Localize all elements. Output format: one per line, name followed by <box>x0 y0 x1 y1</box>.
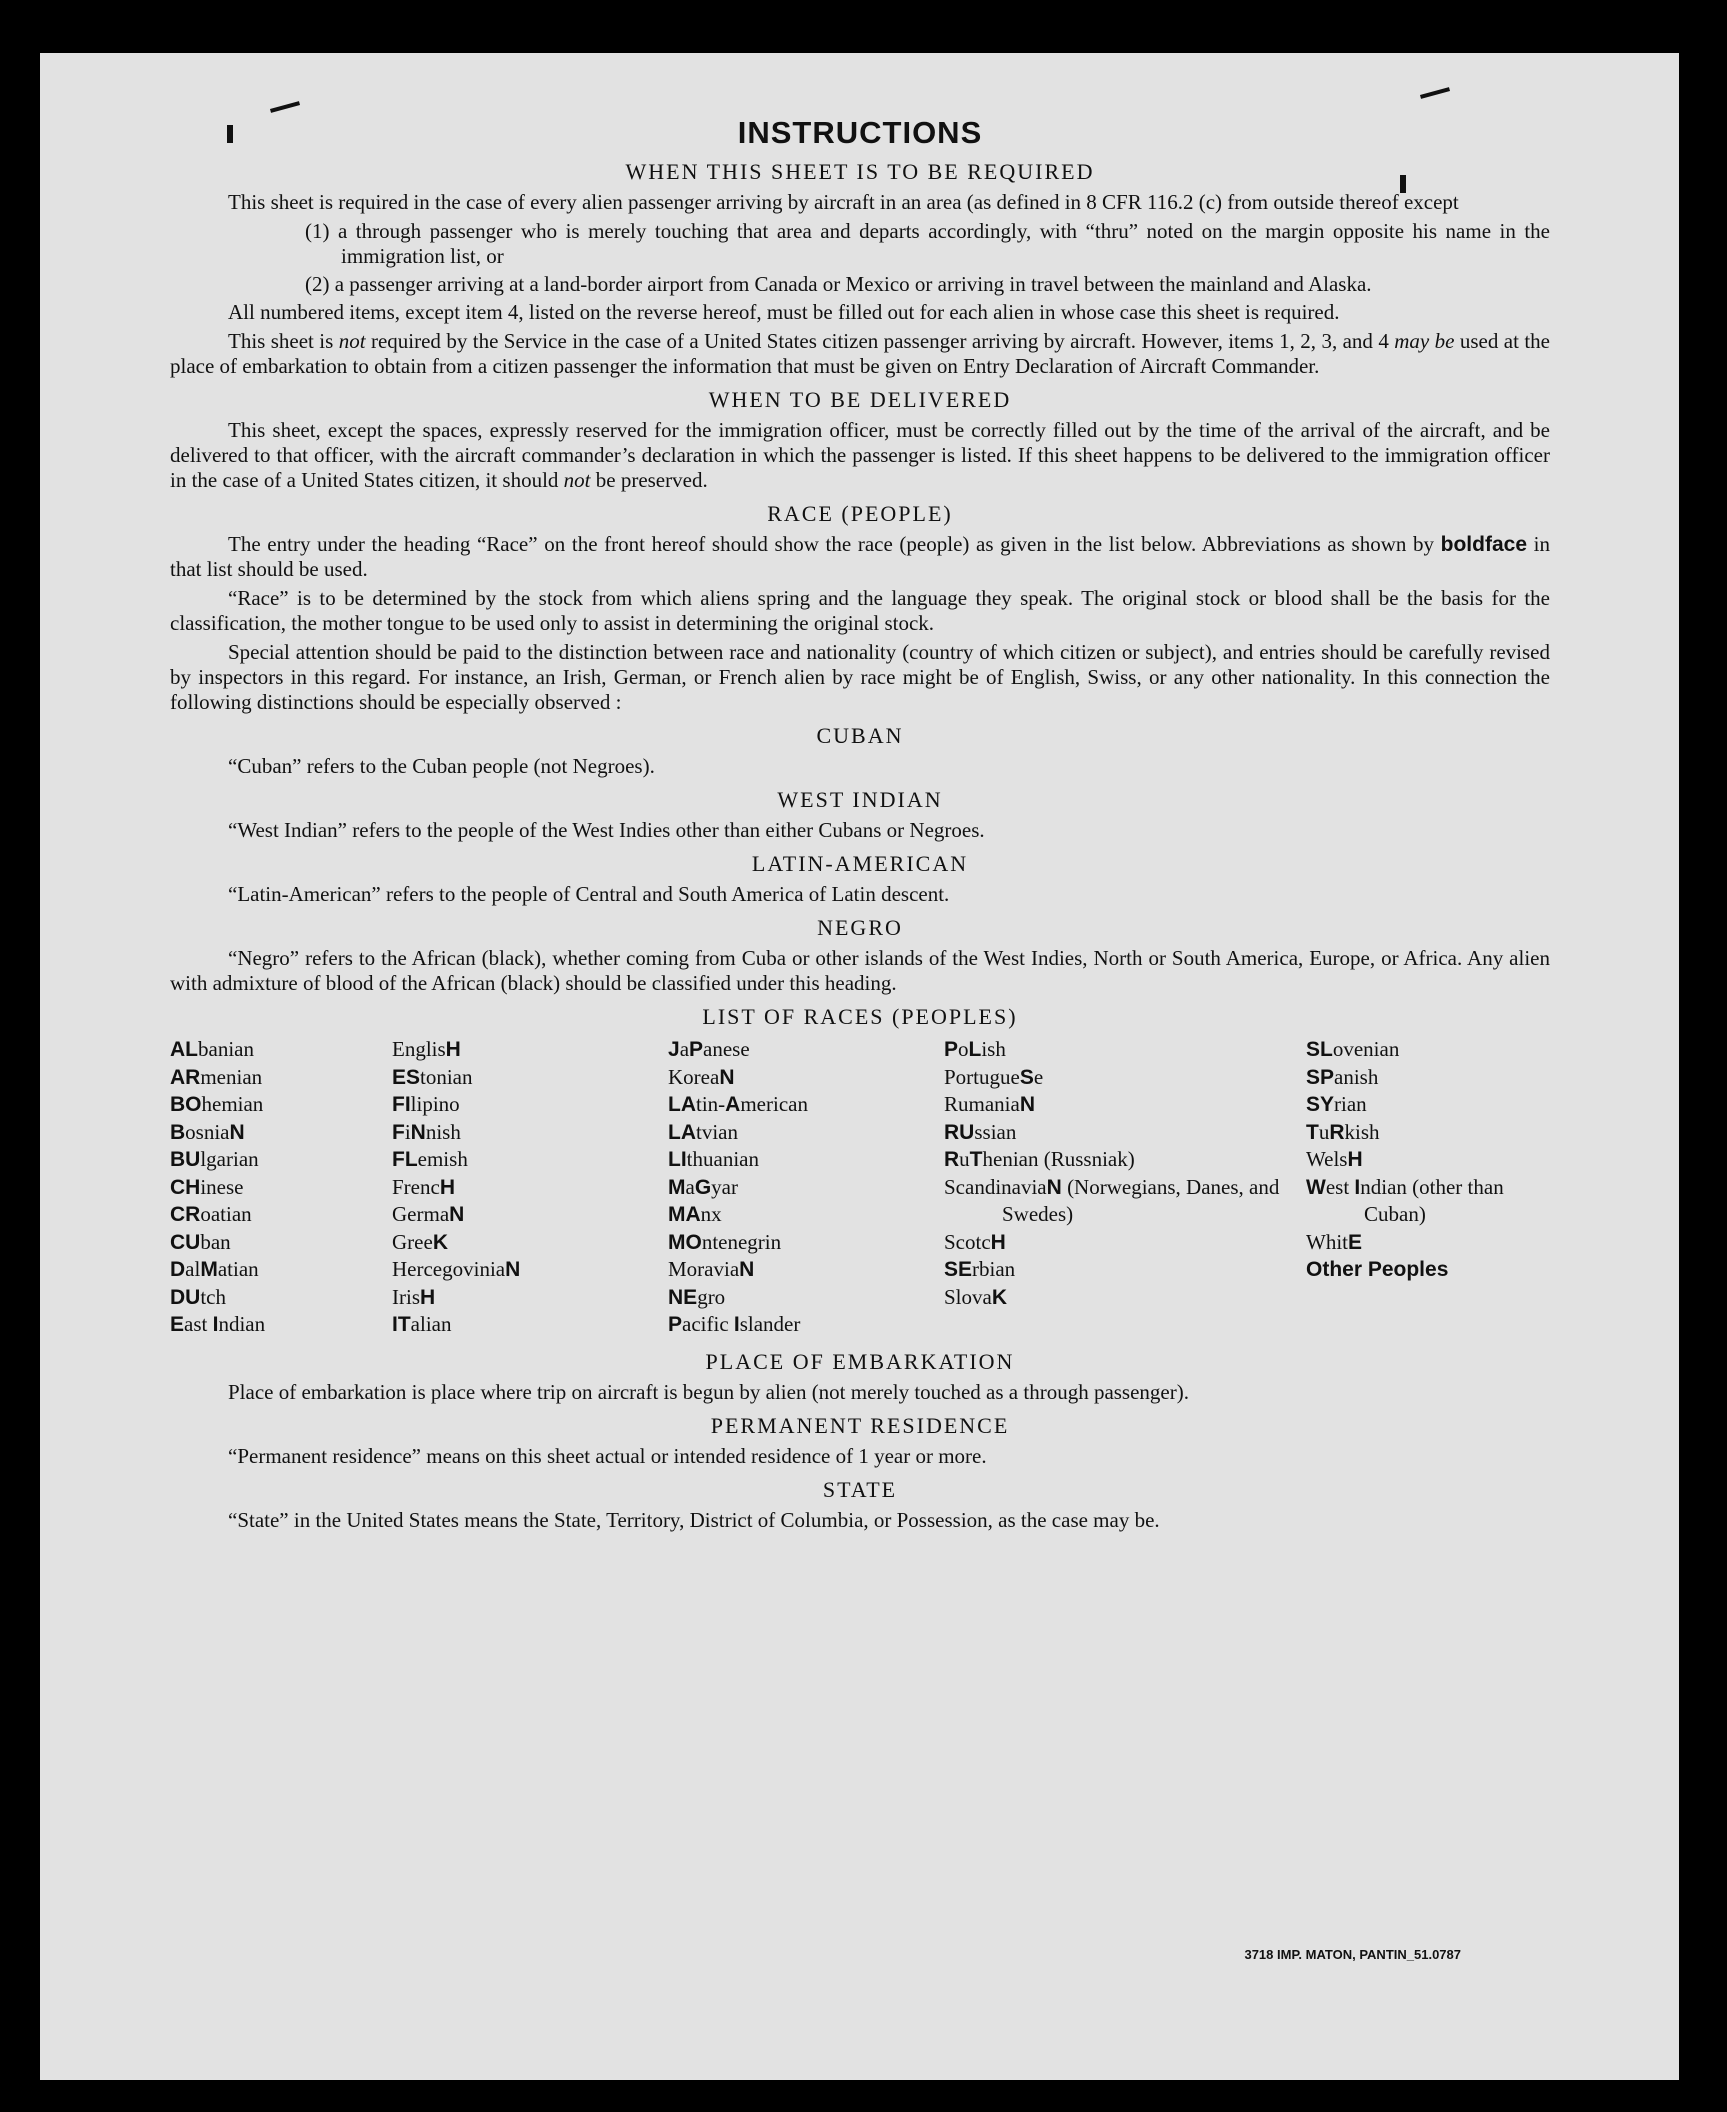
race-entry: CHinese <box>170 1174 244 1199</box>
paragraph: All numbered items, except item 4, listed on the reverse hereof, must be filled out for each alien in whose case this sheet is required. <box>228 300 1340 324</box>
race-entry: DUtch <box>170 1284 226 1309</box>
section-heading: WHEN TO BE DELIVERED <box>708 387 1012 412</box>
race-entry: RUssian <box>944 1119 1017 1144</box>
section-heading: RACE (PEOPLE) <box>767 501 953 526</box>
race-entry: FLemish <box>392 1147 468 1171</box>
race-entry: FrencH <box>392 1174 455 1199</box>
list-item: (2) a passenger arriving at a land-border airport from Canada or Mexico or arriving in travel between the mainland and Alaska. <box>305 272 1372 296</box>
section-heading: CUBAN <box>816 723 904 748</box>
paragraph: “West Indian” refers to the people of the West Indies other than either Cubans or Negroes. <box>228 818 985 842</box>
paragraph: “Permanent residence” means on this sheet actual or intended residence of 1 year or more. <box>228 1443 987 1468</box>
race-column <box>668 1036 944 1339</box>
paragraph: The entry under the heading “Race” on the front hereof should show the race (people) as given in the list below. Abbreviations as shown by boldface in that list should be used. <box>170 532 1550 581</box>
paragraph: This sheet is required in the case of every alien passenger arriving by aircraft in an area (as defined in 8 CFR 116.2 (c) from outside thereof except <box>228 190 1459 214</box>
paragraph: This sheet, except the spaces, expressly reserved for the immigration officer, must be correctly filled out by the time of the arrival of the aircraft, and be delivered to that officer, with the aircraft commander’s declaration in which the passenger is listed. If this sheet happens to be delivered to the immigration officer in the case of a United States citizen, it should not be preserved. <box>170 418 1550 492</box>
race-entry: Pacific Islander <box>668 1312 801 1336</box>
race-entry: SYrian <box>1306 1092 1367 1116</box>
race-entry: GreeK <box>392 1229 448 1254</box>
section-heading: WHEN THIS SHEET IS TO BE REQUIRED <box>625 159 1095 184</box>
race-entry: MAnx <box>668 1202 722 1226</box>
race-entry: SLovenian <box>1306 1037 1400 1061</box>
section-heading: PLACE OF EMBARKATION <box>705 1348 1015 1374</box>
race-entry: East Indian <box>170 1312 266 1336</box>
race-entry: TuRkish <box>1306 1119 1380 1144</box>
list-item: (1) a through passenger who is merely touching that area and departs accordingly, with “thru” noted on the margin opposite his name in the immigration list, or <box>305 219 1550 268</box>
printer-imprint: 3718 IMP. MATON, PANTIN_51.0787 <box>1244 1947 1461 1962</box>
race-entry: PortugueSe <box>944 1064 1044 1089</box>
race-entry: SPanish <box>1306 1064 1379 1089</box>
race-entry: GermaN <box>392 1202 465 1226</box>
race-entry: SlovaK <box>944 1284 1008 1309</box>
race-list <box>170 1036 1550 1339</box>
race-entry: FiNnish <box>392 1119 461 1144</box>
race-entry: DalMatian <box>170 1257 259 1281</box>
section-heading: LIST OF RACES (PEOPLES) <box>702 1004 1018 1029</box>
race-entry: ScandinaviaN (Norwegians, Danes, and Swedes) <box>944 1174 1280 1226</box>
race-entry: LIthuanian <box>668 1147 759 1171</box>
paragraph: “Negro” refers to the African (black), whether coming from Cuba or other islands of the West Indies, North or South America, Europe, or Africa. Any alien with admixture of blood of the African (black) should be classified under this heading. <box>170 946 1550 995</box>
race-entry: ARmenian <box>170 1064 263 1089</box>
instructions-content <box>170 115 1550 1537</box>
section-heading: NEGRO <box>817 915 903 940</box>
paragraph: Special attention should be paid to the distinction between race and nationality (country of which citizen or subject), and entries should be carefully revised by inspectors in this regard. For instance, an Irish, German, or French alien by race might be of English, Swiss, or any other nationality. In this connection the following distinctions should be especially observed : <box>170 640 1550 714</box>
race-entry: ScotcH <box>944 1229 1006 1254</box>
race-entry: LAtvian <box>668 1119 738 1144</box>
scan-mark <box>270 101 300 113</box>
race-entry: KoreaN <box>668 1064 735 1089</box>
document-page <box>40 53 1679 2080</box>
race-entry: WhitE <box>1306 1229 1363 1254</box>
race-entry: ITalian <box>392 1312 452 1336</box>
race-entry: MOntenegrin <box>668 1229 782 1254</box>
paragraph: “Cuban” refers to the Cuban people (not Negroes). <box>228 754 655 778</box>
page-title: INSTRUCTIONS <box>737 115 983 150</box>
race-entry: BUlgarian <box>170 1147 259 1171</box>
race-entry: SErbian <box>944 1257 1016 1281</box>
race-entry: RumaniaN <box>944 1092 1035 1116</box>
race-entry: ALbanian <box>170 1037 254 1061</box>
race-entry: FIlipino <box>392 1092 460 1116</box>
race-entry: BOhemian <box>170 1092 264 1116</box>
paragraph: “Latin-American” refers to the people of Central and South America of Latin descent. <box>228 882 950 906</box>
paragraph: This sheet is not required by the Service in the case of a United States citizen passenger arriving by aircraft. However, items 1, 2, 3, and 4 may be used at the place of embarkation to obtain from a citizen passenger the information that must be given on Entry Declaration of Aircraft Commander. <box>170 329 1550 378</box>
race-entry: JaPanese <box>668 1037 750 1061</box>
race-entry: MoraviaN <box>668 1257 755 1281</box>
race-entry: HercegoviniaN <box>392 1257 521 1281</box>
race-entry: West Indian (other than Cuban) <box>1306 1174 1504 1226</box>
race-column <box>170 1036 392 1339</box>
race-entry: RuThenian (Russniak) <box>944 1147 1135 1171</box>
race-entry: NEgro <box>668 1284 726 1309</box>
race-entry: EStonian <box>392 1064 473 1089</box>
race-entry: MaGyar <box>668 1174 738 1199</box>
paragraph: “State” in the United States means the State, Territory, District of Columbia, or Possession, as the case may be. <box>228 1507 1160 1532</box>
race-entry: CUban <box>170 1229 231 1254</box>
paragraph: “Race” is to be determined by the stock from which aliens spring and the language they speak. The original stock or blood shall be the basis for the classification, the mother tongue to be used only to assist in determining the original stock. <box>170 586 1550 635</box>
race-column <box>1306 1036 1550 1339</box>
race-entry: CRoatian <box>170 1202 252 1226</box>
race-column <box>944 1036 1306 1339</box>
section-heading: PERMANENT RESIDENCE <box>710 1412 1010 1438</box>
race-entry: IrisH <box>392 1284 436 1309</box>
scan-mark <box>1420 87 1450 99</box>
race-entry: BosniaN <box>170 1119 245 1144</box>
section-heading: STATE <box>822 1476 898 1502</box>
section-heading: LATIN-AMERICAN <box>751 851 969 876</box>
race-entry: PoLish <box>944 1037 1006 1061</box>
race-entry: LAtin-American <box>668 1092 808 1116</box>
paragraph: Place of embarkation is place where trip on aircraft is begun by alien (not merely touched as a through passenger). <box>228 1379 1189 1404</box>
race-entry: Other Peoples <box>1306 1258 1449 1281</box>
race-entry: WelsH <box>1306 1147 1363 1171</box>
race-column <box>392 1036 668 1339</box>
race-entry: EnglisH <box>392 1037 461 1061</box>
section-heading: WEST INDIAN <box>777 787 943 812</box>
